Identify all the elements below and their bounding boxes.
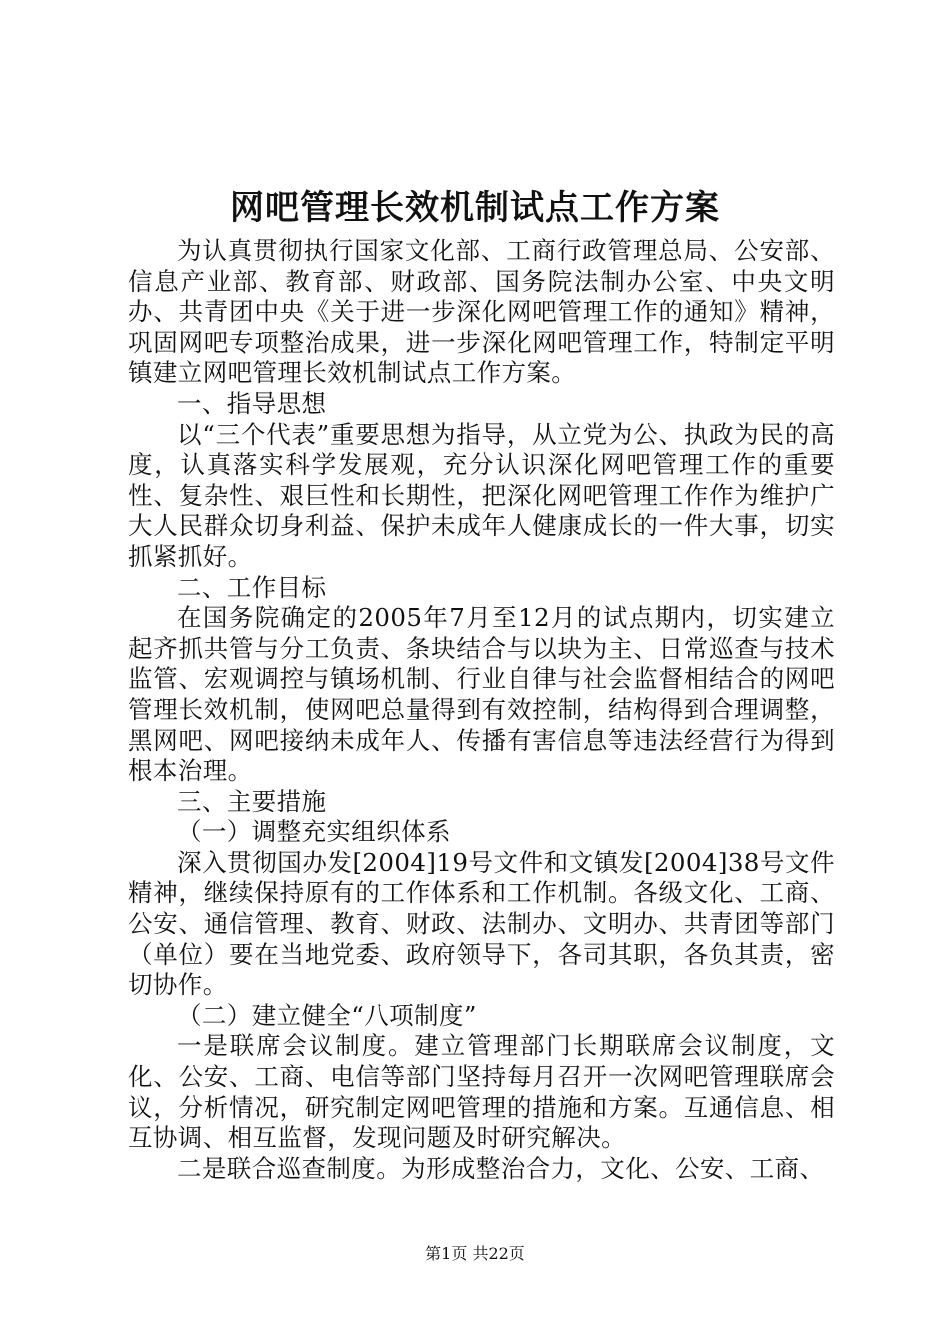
guiding-ideology-paragraph: 以“三个代表”重要思想为指导，从立党为公、执政为民的高度，认真落实科学发展观，充分认识深化网吧管理工作的重要性、复杂性、艰巨性和长期性，把深化网吧管理工作作为维护广大人民群众切身利益、保护未成年人健康成长的一件大事，切实抓紧抓好。: [128, 419, 835, 571]
joint-inspection-paragraph: 二是联合巡查制度。为形成整治合力，文化、公安、工商、: [177, 1153, 825, 1183]
work-goals-paragraph: 在国务院确定的2005年7月至12月的试点期内，切实建立起齐抓共管与分工负责、条块结合与以块为主、日常巡查与技术监管、宏观调控与镇场机制、行业自律与社会监督相结合的网吧管理长效机制，使网吧总量得到有效控制，结构得到合理调整，黑网吧、网吧接纳未成年人、传播有害信息等违法经营行为得到根本治理。: [128, 603, 835, 786]
intro-paragraph: 为认真贯彻执行国家文化部、工商行政管理总局、公安部、信息产业部、教育部、财政部、国务院法制办公室、中央文明办、共青团中央《关于进一步深化网吧管理工作的通知》精神，巩固网吧专项整治成果，进一步深化网吧管理工作，特制定平明镇建立网吧管理长效机制试点工作方案。: [128, 236, 835, 388]
section-heading-guiding-ideology: 一、指导思想: [177, 388, 327, 418]
section-heading-work-goals: 二、工作目标: [177, 572, 327, 602]
document-body: [128, 236, 835, 1184]
document-title: 网吧管理长效机制试点工作方案: [230, 188, 720, 228]
subheading-eight-systems: （二）建立健全“八项制度”: [177, 1000, 477, 1030]
page-footer: 第1页 共22页: [425, 1244, 525, 1263]
organization-paragraph: 深入贯彻国办发[2004]19号文件和文镇发[2004]38号文件精神，继续保持原有的工作体系和工作机制。各级文化、工商、公安、通信管理、教育、财政、法制办、文明办、共青团等部门（单位）要在当地党委、政府领导下，各司其职，各负其责，密切协作。: [128, 847, 835, 1000]
section-heading-main-measures: 三、主要措施: [177, 786, 327, 816]
subheading-organization: （一）调整充实组织体系: [177, 817, 451, 847]
joint-meeting-paragraph: 一是联席会议制度。建立管理部门长期联席会议制度，文化、公安、工商、电信等部门坚持每月召开一次网吧管理联席会议，分析情况，研究制定网吧管理的措施和方案。互通信息、相互协调、相互监督，发现问题及时研究解决。: [128, 1031, 835, 1153]
